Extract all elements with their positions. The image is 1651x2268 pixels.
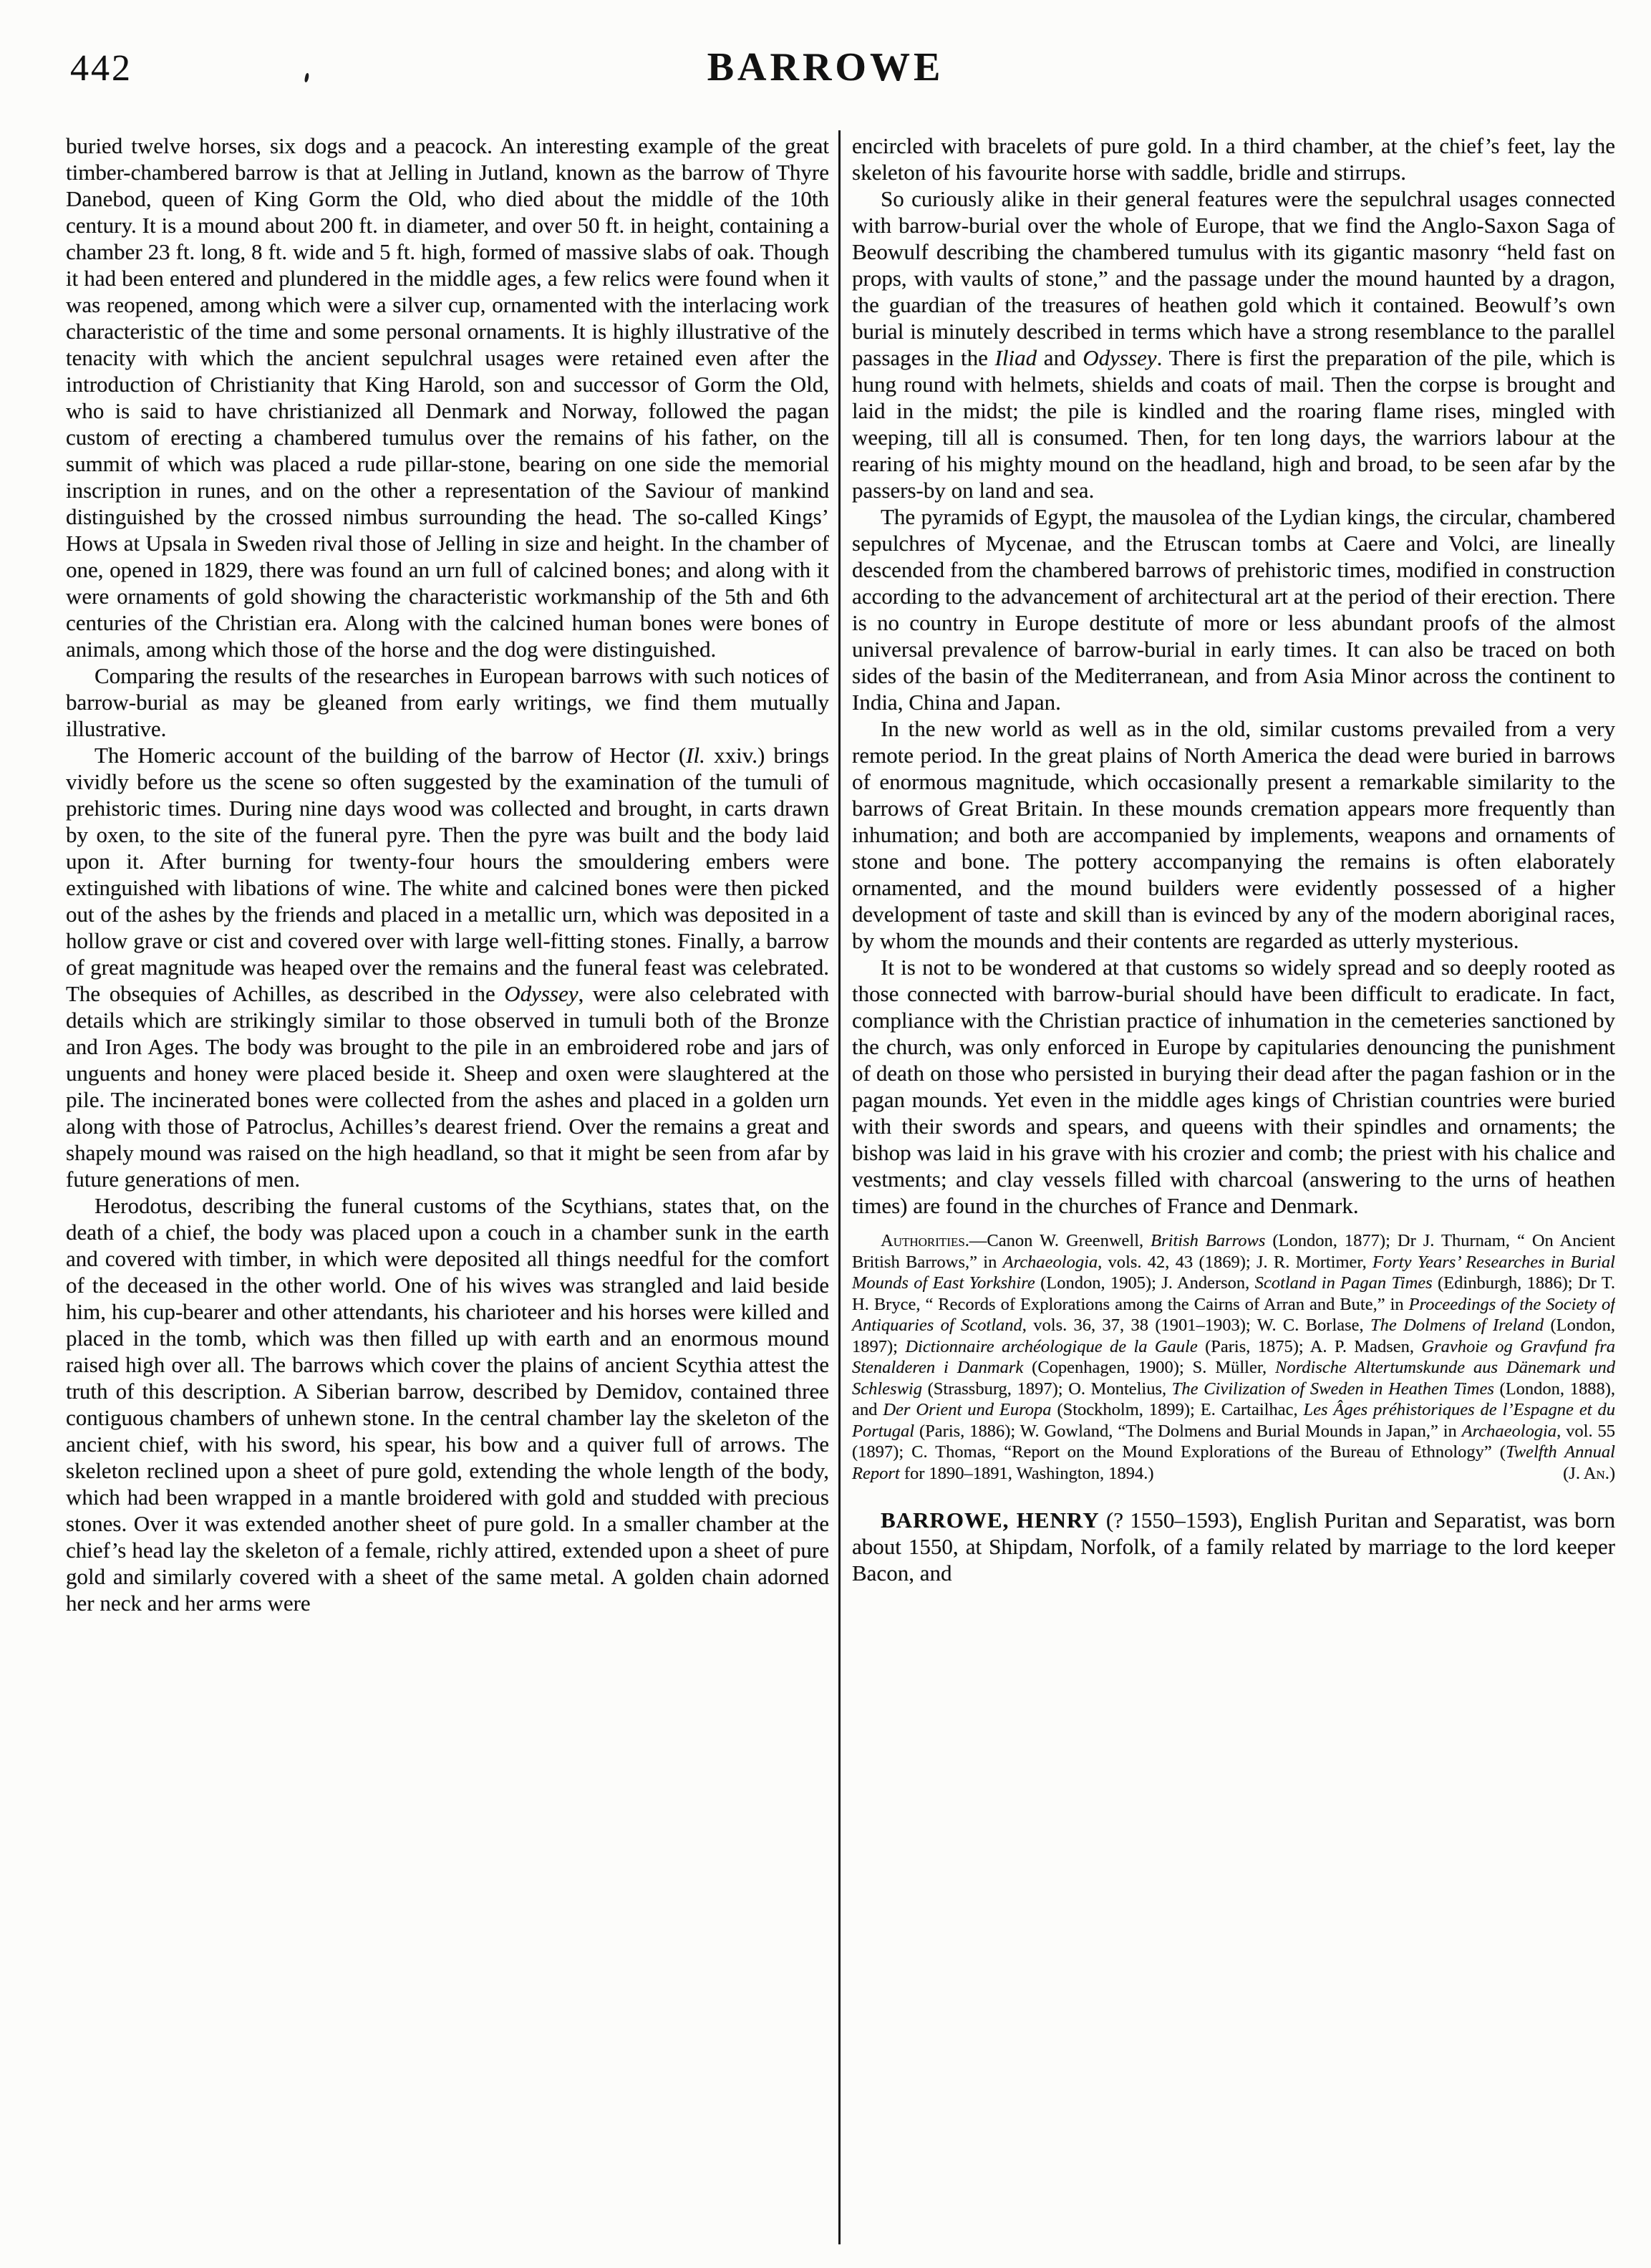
- text-run: for 1890–1891, Washington, 1894.): [899, 1463, 1154, 1483]
- running-title: BARROWE: [707, 45, 944, 90]
- paragraph-entry-barrowe-henry: [852, 1507, 1615, 1586]
- page-number: 442: [70, 48, 132, 89]
- paragraph-comparing-researches: [66, 662, 829, 742]
- text-run: (? 1550–1593), English Puritan and Separatist, was born about 1550, at Shipdam, Norfolk, of a family related by marriage to the lord keeper Bacon, and: [852, 1507, 1615, 1586]
- text-run: (London, 1888), and: [852, 1379, 1615, 1419]
- text-run: Il.: [686, 743, 705, 768]
- text-run: Odyssey: [1083, 345, 1157, 370]
- paragraph-herodotus-scythians: [66, 1192, 829, 1616]
- text-run: Iliad: [994, 345, 1037, 370]
- text-run: Odyssey: [504, 981, 578, 1006]
- text-run: Archaeologia: [1461, 1421, 1557, 1441]
- text-run: The Dolmens of Ireland: [1370, 1316, 1544, 1335]
- text-run: So curiously alike in their general features were the sepulchral usages connected with barrow-burial over the whole of Europe, that we find the Anglo-Saxon Saga of Beowulf describing the chambered tumulus with its gigantic masonry “held fast on props, with vaults of stone,” and the passage under the mound haunted by a dragon, the guardian of the treasures of heathen gold which it contained. Beowulf’s own burial is minutely described in terms which have a strong resemblance to the parallel passages in the: [852, 186, 1615, 370]
- text-run: Comparing the results of the researches in European barrows with such notices of barrow-burial as may be gleaned from early writings, we find them mutually illustrative.: [66, 663, 829, 741]
- paragraph-continued-jelling: [66, 132, 829, 662]
- text-run: , vol. 55 (1897); C. Thomas, “Report on the Mound Explorations of the Bureau of Ethnology” (: [852, 1421, 1615, 1462]
- text-run: Authorities.: [881, 1231, 969, 1250]
- text-columns: [66, 132, 1615, 2252]
- text-run: Les Âges préhistoriques de l’Espagne et du Portugal: [852, 1400, 1615, 1441]
- text-run: (Strassburg, 1897); O. Montelius,: [922, 1379, 1172, 1399]
- text-run: (London, 1905); J. Anderson,: [1035, 1273, 1255, 1293]
- paragraph-continued-siberian: [852, 132, 1615, 185]
- author-signature: (J. An.): [1563, 1463, 1615, 1483]
- paragraph-pyramids-egypt: [852, 503, 1615, 715]
- paragraph-beowulf: [852, 185, 1615, 503]
- text-run: (Paris, 1875); A. P. Madsen,: [1197, 1336, 1422, 1356]
- text-run: Nordische Altertumskunde aus Dänemark und Schleswig: [852, 1358, 1615, 1399]
- text-run: It is not to be wondered at that customs so widely spread and so deeply rooted as those connected with barrow-burial should have been difficult to eradicate. In fact, compliance with the Christian practice of inhumation in the cemeteries sanctioned by the church, was only enforced in Europe by capitularies denouncing the punishment of death on those who persisted in burying their dead after the pagan fashion or in the pagan mounds. Yet even in the middle ages kings of Christian countries were buried with their swords and spears, and queens with their spindles and ornaments; the bishop was laid in his grave with his crozier and comb; the priest with his chalice and vestments; and clay vessels filled with charcoal (answering to the urns of heathen times) are found in the churches of France and Denmark.: [852, 955, 1615, 1218]
- text-run: Herodotus, describing the funeral customs of the Scythians, states that, on the death of a chief, the body was placed upon a couch in a chamber sunk in the earth and covered with timber, in which were deposited all things needful for the comfort of the deceased in the other world. One of his wives was strangled and laid beside him, his cup-bearer and other attendants, his charioteer and his horses were killed and placed in the tomb, which was then filled up with earth and an enormous mound raised high over all. The barrows which cover the plains of ancient Scythia attest the truth of this description. A Siberian barrow, described by Demidov, contained three contiguous chambers of unhewn stone. In the central chamber lay the skeleton of the ancient chief, with his sword, his spear, his bow and a quiver full of arrows. The skeleton reclined upon a sheet of pure gold, extending the whole length of the body, which had been wrapped in a mantle broidered with gold and studded with precious stones. Over it was extended another sheet of pure gold. In a smaller chamber at the chief’s head lay the skeleton of a female, richly attired, extended upon a sheet of pure gold and similarly covered with a sheet of the same metal. A golden chain adorned her neck and her arms were: [66, 1193, 829, 1616]
- text-run: (Paris, 1886); W. Gowland, “The Dolmens and Burial Mounds in Japan,” in: [914, 1421, 1462, 1441]
- text-run: The Homeric account of the building of the barrow of Hector (: [95, 743, 687, 768]
- text-run: The Civilization of Sweden in Heathen Times: [1171, 1379, 1494, 1399]
- right-column: [852, 132, 1615, 2252]
- text-run: Twelfth Annual Report: [852, 1442, 1615, 1483]
- text-run: , vols. 36, 37, 38 (1901–1903); W. C. Borlase,: [1022, 1316, 1371, 1335]
- text-run: British Barrows: [1151, 1231, 1266, 1250]
- text-run: In the new world as well as in the old, similar customs prevailed from a very remote period. In the great plains of North America the dead were buried in barrows of enormous magnitude, which occasionally present a remarkable similarity to the barrows of Great Britain. In these mounds cremation appears more frequently than inhumation; and both are accompanied by implements, weapons and ornaments of stone and bone. The pottery accompanying the remains is often elaborately ornamented, and the mound builders were evidently possessed of a higher development of taste and skill than is evinced by any of the modern aboriginal races, by whom the mounds and their contents are regarded as utterly mysterious.: [852, 716, 1615, 953]
- text-run: , were also celebrated with details which are strikingly similar to those observed in tumuli both of the Bronze and Iron Ages. The body was brought to the pile in an embroidered robe and jars of unguents and honey were placed beside it. Sheep and oxen were slaughtered at the pile. The incinerated bones were collected from the ashes and placed in a golden urn along with those of Patroclus, Achilles’s dearest friend. Over the remains a great and shapely mound was raised on the high headland, so that it might be seen from afar by future generations of men.: [66, 981, 830, 1192]
- text-run: Scotland in Pagan Times: [1254, 1273, 1433, 1293]
- left-column: [66, 132, 829, 2252]
- text-run: —Canon W. Greenwell,: [969, 1231, 1151, 1250]
- text-run: and: [1037, 345, 1083, 370]
- text-run: Der Orient und Europa: [883, 1400, 1052, 1419]
- paragraph-christian-eradication: [852, 954, 1615, 1219]
- paragraph-authorities: [852, 1230, 1615, 1484]
- text-run: Archaeologia: [1002, 1252, 1098, 1272]
- text-run: Dictionnaire archéologique de la Gaule: [905, 1336, 1198, 1356]
- text-run: encircled with bracelets of pure gold. In a third chamber, at the chief’s feet, lay the skeleton of his favourite horse with saddle, bridle and stirrups.: [852, 133, 1615, 185]
- text-run: Proceedings of the Society of Antiquaries of Scotland: [852, 1294, 1615, 1335]
- text-run: BARROWE, HENRY: [881, 1507, 1100, 1533]
- text-run: (Stockholm, 1899); E. Cartailhac,: [1051, 1400, 1304, 1419]
- text-run: xxiv.) brings vividly before us the scene so often suggested by the examination of the tumuli of prehistoric times. During nine days wood was collected and brought, in carts drawn by oxen, to the site of the funeral pyre. Then the pyre was built and the body laid upon it. After burning for twenty-four hours the smouldering embers were extinguished with libations of wine. The white and calcined bones were then picked out of the ashes by the friends and placed in a metallic urn, which was deposited in a hollow grave or cist and covered over with large well-fitting stones. Finally, a barrow of great magnitude was heaped over the remains and the funeral feast was celebrated. The obsequies of Achilles, as described in the: [66, 743, 829, 1006]
- paragraph-homeric-account: [66, 742, 829, 1192]
- text-run: Forty Years’ Researches in Burial Mounds of East Yorkshire: [852, 1252, 1615, 1293]
- text-run: (Copenhagen, 1900); S. Müller,: [1023, 1358, 1276, 1377]
- text-run: buried twelve horses, six dogs and a peacock. An interesting example of the great timber-chambered barrow is that at Jelling in Jutland, known as the barrow of Thyre Danebod, queen of King Gorm the Old, who died about the middle of the 10th century. It is a mound about 200 ft. in diameter, and over 50 ft. in height, containing a chamber 23 ft. long, 8 ft. wide and 5 ft. high, formed of massive slabs of oak. Though it had been entered and plundered in the middle ages, a few relics were found when it was reopened, among which were a silver cup, ornamented with the interlacing work characteristic of the time and some personal ornaments. It is highly illustrative of the tenacity with which the ancient sepulchral usages were retained even after the introduction of Christianity that King Harold, son and successor of Gorm the Old, who is said to have christianized all Denmark and Norway, followed the pagan custom of erecting a chambered tumulus over the remains of his father, on the summit of which was placed a rude pillar-stone, bearing on one side the memorial inscription in runes, and on the other a representation of the Saviour of mankind distinguished by the crossed nimbus surrounding the head. The so-called Kings’ Hows at Upsala in Sweden rival those of Jelling in size and height. In the chamber of one, opened in 1829, there was found an urn full of calcined bones; and along with it were ornaments of gold showing the characteristic workmanship of the 5th and 6th centuries of the Christian era. Along with the calcined human bones were bones of animals, among which those of the horse and the dog were distinguished.: [66, 133, 829, 662]
- text-run: The pyramids of Egypt, the mausolea of the Lydian kings, the circular, chambered sepulchres of Mycenae, and the Etruscan tombs at Caere and Volci, are lineally descended from the chambered barrows of prehistoric times, modified in construction according to the advancement of architectural art at the period of their erection. There is no country in Europe destitute of more or less abundant proofs of the almost universal prevalence of barrow-burial in early times. It can also be traced on both sides of the basin of the Mediterranean, and from Asia Minor across the continent to India, China and Japan.: [852, 504, 1615, 715]
- text-run: . There is first the preparation of the pile, which is hung round with helmets, shields and coats of mail. Then the corpse is brought and laid in the midst; the pile is kindled and the roaring flame rises, mingled with weeping, till all is consumed. Then, for ten long days, the warriors labour at the rearing of his mighty mound on the headland, high and broad, to be seen afar by the passers-by on land and sea.: [852, 345, 1615, 503]
- paragraph-new-world: [852, 715, 1615, 954]
- text-run: (London, 1897);: [852, 1316, 1615, 1356]
- text-run: Gravhoie og Gravfund fra Stenalderen i Danmark: [852, 1336, 1615, 1377]
- text-run: (London, 1877); Dr J. Thurnam, “ On Ancient British Barrows,” in: [852, 1231, 1615, 1272]
- text-run: (Edinburgh, 1886); Dr T. H. Bryce, “ Records of Explorations among the Cairns of Arran and Bute,” in: [852, 1273, 1615, 1314]
- text-run: , vols. 42, 43 (1869); J. R. Mortimer,: [1098, 1252, 1373, 1272]
